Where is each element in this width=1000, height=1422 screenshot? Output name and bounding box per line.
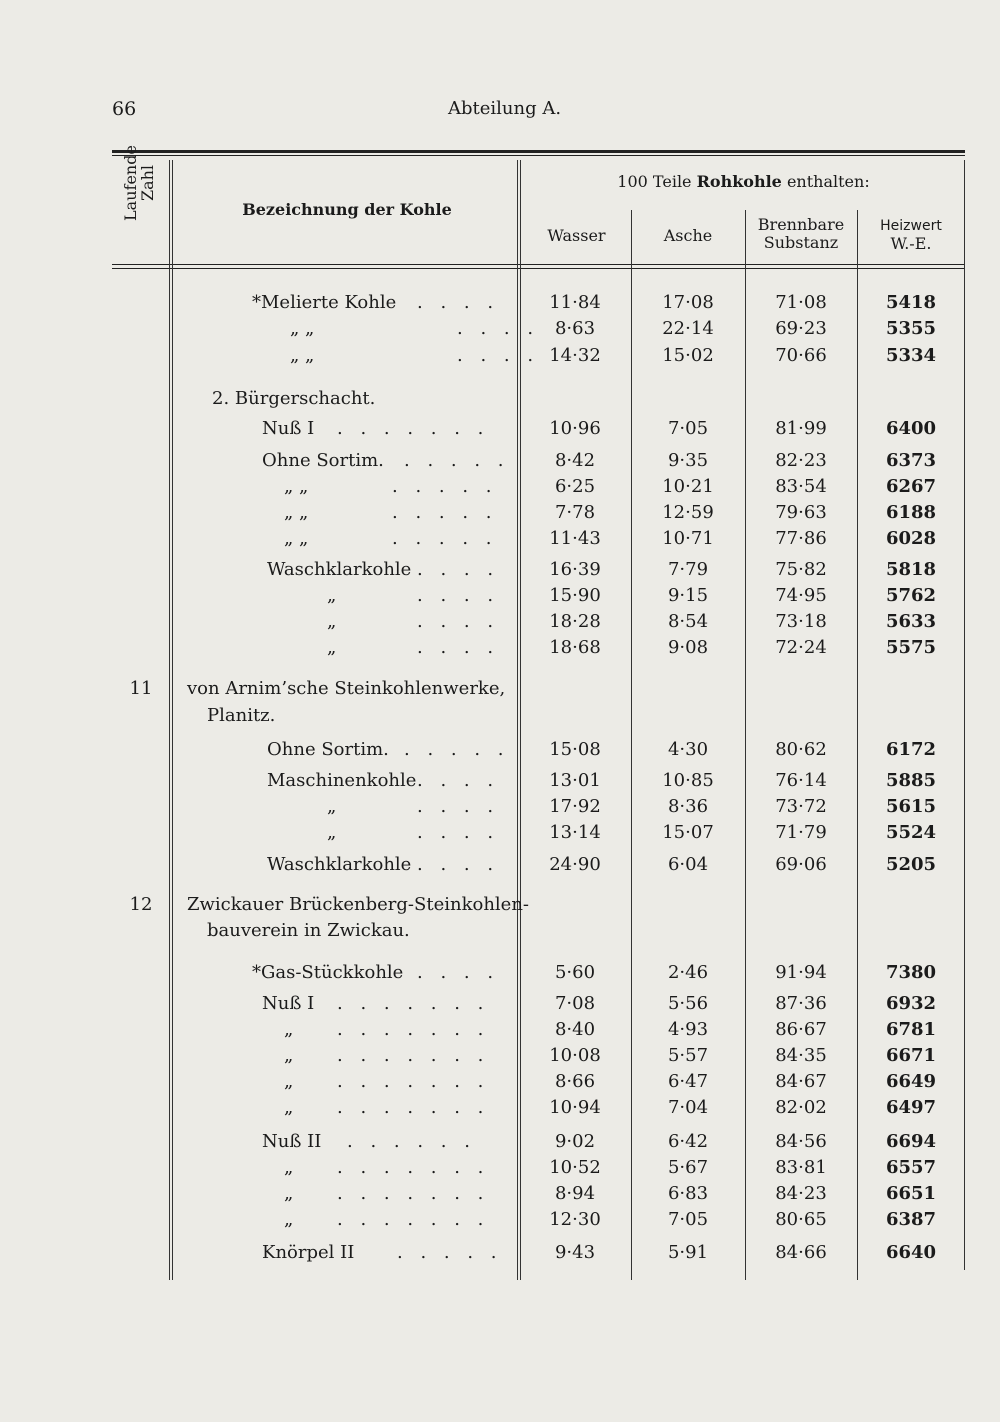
cell-asche: 10·21 bbox=[662, 476, 714, 497]
cell-laufende-zahl: 11 bbox=[129, 678, 153, 699]
cell-leader-dots: . . . . bbox=[417, 770, 500, 791]
cell-heizwert: 5818 bbox=[885, 559, 937, 580]
cell-asche: 8·36 bbox=[667, 796, 709, 817]
cell-brennbare: 80·65 bbox=[775, 1209, 827, 1230]
cell-bezeichnung: „ „ bbox=[284, 528, 309, 549]
cell-brennbare: 73·18 bbox=[775, 611, 827, 632]
table-row bbox=[112, 557, 965, 583]
cell-leader-dots: . . . . . bbox=[392, 476, 498, 497]
cell-heizwert: 7380 bbox=[885, 962, 937, 983]
cell-asche: 7·05 bbox=[667, 418, 709, 439]
header-heizwert-line1: Heizwert bbox=[880, 218, 942, 234]
header-group-bold: Rohkohle bbox=[696, 172, 782, 191]
cell-brennbare: 84·67 bbox=[775, 1071, 827, 1092]
cell-brennbare: 83·81 bbox=[775, 1157, 827, 1178]
cell-wasser: 16·39 bbox=[549, 559, 601, 580]
cell-bezeichnung: „ bbox=[327, 585, 337, 606]
cell-heizwert: 6781 bbox=[885, 1019, 937, 1040]
table-row bbox=[112, 500, 965, 526]
cell-brennbare: 71·08 bbox=[775, 292, 827, 313]
cell-brennbare: 91·94 bbox=[775, 962, 827, 983]
cell-asche: 6·04 bbox=[667, 854, 709, 875]
table-row bbox=[112, 991, 965, 1017]
table-row bbox=[112, 316, 965, 342]
table-row bbox=[112, 583, 965, 609]
cell-bezeichnung: *Melierte Kohle bbox=[252, 292, 397, 313]
table-row bbox=[112, 852, 965, 878]
cell-leader-dots: . . . . . bbox=[392, 502, 498, 523]
cell-asche: 4·93 bbox=[667, 1019, 709, 1040]
table-row bbox=[112, 1207, 965, 1233]
cell-leader-dots: . . . . . . . bbox=[337, 1019, 490, 1040]
cell-bezeichnung: Waschklarkohle bbox=[267, 854, 412, 875]
cell-heizwert: 6651 bbox=[885, 1183, 937, 1204]
cell-wasser: 18·68 bbox=[549, 637, 601, 658]
cell-wasser: 8·40 bbox=[554, 1019, 596, 1040]
table-row bbox=[112, 1017, 965, 1043]
cell-asche: 2·46 bbox=[667, 962, 709, 983]
cell-asche: 6·42 bbox=[667, 1131, 709, 1152]
cell-wasser: 10·96 bbox=[549, 418, 601, 439]
cell-bezeichnung: „ bbox=[284, 1071, 294, 1092]
cell-asche: 9·35 bbox=[667, 450, 709, 471]
cell-bezeichnung: Knörpel II bbox=[262, 1242, 355, 1263]
cell-heizwert: 6497 bbox=[885, 1097, 937, 1118]
cell-brennbare: 86·67 bbox=[775, 1019, 827, 1040]
table-row bbox=[112, 960, 965, 986]
cell-wasser: 8·42 bbox=[554, 450, 596, 471]
cell-asche: 5·91 bbox=[667, 1242, 709, 1263]
cell-wasser: 6·25 bbox=[554, 476, 596, 497]
cell-wasser: 8·66 bbox=[554, 1071, 596, 1092]
cell-asche: 5·56 bbox=[667, 993, 709, 1014]
cell-asche: 7·04 bbox=[667, 1097, 709, 1118]
cell-asche: 7·05 bbox=[667, 1209, 709, 1230]
running-head: Abteilung A. bbox=[448, 98, 562, 119]
header-bottom-rule-thin bbox=[112, 268, 965, 269]
table-row bbox=[112, 343, 965, 369]
cell-bezeichnung: „ bbox=[327, 637, 337, 658]
cell-asche: 17·08 bbox=[662, 292, 714, 313]
cell-heizwert: 6932 bbox=[885, 993, 937, 1014]
cell-wasser: 9·43 bbox=[554, 1242, 596, 1263]
cell-brennbare: 84·35 bbox=[775, 1045, 827, 1066]
cell-leader-dots: . . . . bbox=[417, 637, 500, 658]
cell-leader-dots: . . . . . . . bbox=[337, 993, 490, 1014]
cell-leader-dots: . . . . bbox=[457, 345, 540, 366]
header-bottom-rule bbox=[112, 264, 965, 265]
cell-asche: 6·83 bbox=[667, 1183, 709, 1204]
coal-table bbox=[112, 145, 965, 1280]
header-asche: Asche bbox=[663, 226, 713, 245]
table-row bbox=[112, 768, 965, 794]
cell-heizwert: 5418 bbox=[885, 292, 937, 313]
header-laufende-zahl: Laufende Zahl bbox=[121, 145, 157, 221]
table-row bbox=[112, 1240, 965, 1266]
cell-wasser: 13·01 bbox=[549, 770, 601, 791]
cell-brennbare: 84·56 bbox=[775, 1131, 827, 1152]
cell-bezeichnung: „ bbox=[284, 1097, 294, 1118]
cell-wasser: 24·90 bbox=[549, 854, 601, 875]
cell-brennbare: 82·02 bbox=[775, 1097, 827, 1118]
table-row bbox=[112, 448, 965, 474]
cell-brennbare: 82·23 bbox=[775, 450, 827, 471]
cell-bezeichnung: Ohne Sortim. bbox=[267, 739, 389, 760]
cell-asche: 9·08 bbox=[667, 637, 709, 658]
table-row bbox=[112, 1129, 965, 1155]
table-row bbox=[112, 635, 965, 661]
cell-heizwert: 6172 bbox=[885, 739, 937, 760]
cell-brennbare: 74·95 bbox=[775, 585, 827, 606]
cell-leader-dots: . . . . bbox=[417, 292, 500, 313]
table-row bbox=[112, 1155, 965, 1181]
cell-bezeichnung: Maschinenkohle bbox=[267, 770, 417, 791]
table-row bbox=[112, 1095, 965, 1121]
cell-leader-dots: . . . . bbox=[417, 822, 500, 843]
cell-brennbare: 69·06 bbox=[775, 854, 827, 875]
header-group-pre: 100 Teile bbox=[617, 172, 697, 191]
cell-asche: 10·71 bbox=[662, 528, 714, 549]
table-row bbox=[112, 1043, 965, 1069]
cell-asche: 8·54 bbox=[667, 611, 709, 632]
header-group-post: enthalten: bbox=[781, 172, 870, 191]
cell-brennbare: 84·23 bbox=[775, 1183, 827, 1204]
cell-wasser: 10·52 bbox=[549, 1157, 601, 1178]
cell-bezeichnung: „ bbox=[327, 611, 337, 632]
table-row bbox=[112, 794, 965, 820]
cell-leader-dots: . . . . bbox=[417, 854, 500, 875]
cell-heizwert: 6387 bbox=[885, 1209, 937, 1230]
header-brennbare-line1: Brennbare bbox=[757, 215, 845, 234]
cell-asche: 7·79 bbox=[667, 559, 709, 580]
cell-leader-dots: . . . . . . . bbox=[337, 418, 490, 439]
table-row bbox=[112, 290, 965, 316]
header-brennbare-line2: Substanz bbox=[763, 233, 839, 252]
table-row bbox=[112, 918, 965, 944]
cell-bezeichnung: bauverein in Zwickau. bbox=[207, 920, 410, 941]
cell-leader-dots: . . . . . . . bbox=[337, 1183, 490, 1204]
cell-bezeichnung: „ „ bbox=[284, 502, 309, 523]
table-row bbox=[112, 1069, 965, 1095]
cell-brennbare: 75·82 bbox=[775, 559, 827, 580]
cell-leader-dots: . . . . bbox=[417, 559, 500, 580]
cell-heizwert: 5205 bbox=[885, 854, 937, 875]
cell-heizwert: 5334 bbox=[885, 345, 937, 366]
cell-heizwert: 6671 bbox=[885, 1045, 937, 1066]
cell-bezeichnung: „ „ bbox=[290, 345, 315, 366]
header-wasser: Wasser bbox=[547, 226, 606, 245]
cell-bezeichnung: Zwickauer Brückenberg-Steinkohlen- bbox=[187, 894, 529, 915]
table-row bbox=[112, 820, 965, 846]
cell-bezeichnung: Planitz. bbox=[207, 705, 276, 726]
cell-wasser: 14·32 bbox=[549, 345, 601, 366]
cell-bezeichnung: „ bbox=[284, 1183, 294, 1204]
table-row bbox=[112, 676, 965, 702]
cell-wasser: 18·28 bbox=[549, 611, 601, 632]
cell-asche: 10·85 bbox=[662, 770, 714, 791]
cell-bezeichnung: „ bbox=[327, 796, 337, 817]
cell-wasser: 10·08 bbox=[549, 1045, 601, 1066]
header-brennbare bbox=[745, 216, 857, 252]
cell-wasser: 12·30 bbox=[549, 1209, 601, 1230]
cell-bezeichnung: von Arnim’sche Steinkohlenwerke, bbox=[187, 678, 506, 699]
cell-heizwert: 5524 bbox=[885, 822, 937, 843]
table-row bbox=[112, 892, 965, 918]
cell-brennbare: 73·72 bbox=[775, 796, 827, 817]
cell-brennbare: 87·36 bbox=[775, 993, 827, 1014]
table-top-rule-thin bbox=[112, 155, 965, 156]
cell-asche: 22·14 bbox=[662, 318, 714, 339]
cell-heizwert: 5885 bbox=[885, 770, 937, 791]
cell-brennbare: 69·23 bbox=[775, 318, 827, 339]
cell-wasser: 7·08 bbox=[554, 993, 596, 1014]
table-row bbox=[112, 416, 965, 442]
cell-brennbare: 70·66 bbox=[775, 345, 827, 366]
table-row bbox=[112, 1181, 965, 1207]
cell-wasser: 11·43 bbox=[549, 528, 601, 549]
table-row bbox=[112, 474, 965, 500]
cell-wasser: 15·90 bbox=[549, 585, 601, 606]
cell-bezeichnung: Nuß II bbox=[262, 1131, 322, 1152]
header-group bbox=[522, 172, 965, 192]
cell-bezeichnung: „ bbox=[284, 1157, 294, 1178]
cell-brennbare: 76·14 bbox=[775, 770, 827, 791]
cell-wasser: 5·60 bbox=[554, 962, 596, 983]
cell-wasser: 15·08 bbox=[549, 739, 601, 760]
cell-heizwert: 6400 bbox=[885, 418, 937, 439]
cell-leader-dots: . . . . bbox=[417, 796, 500, 817]
cell-brennbare: 77·86 bbox=[775, 528, 827, 549]
cell-leader-dots: . . . . . . . bbox=[337, 1157, 490, 1178]
cell-heizwert: 5575 bbox=[885, 637, 937, 658]
cell-leader-dots: . . . . . bbox=[404, 450, 510, 471]
cell-wasser: 17·92 bbox=[549, 796, 601, 817]
cell-heizwert: 5633 bbox=[885, 611, 937, 632]
cell-heizwert: 5355 bbox=[885, 318, 937, 339]
cell-heizwert: 5762 bbox=[885, 585, 937, 606]
cell-leader-dots: . . . . . . . bbox=[337, 1071, 490, 1092]
cell-bezeichnung: Ohne Sortim. bbox=[262, 450, 384, 471]
cell-heizwert: 6640 bbox=[885, 1242, 937, 1263]
cell-leader-dots: . . . . . bbox=[392, 528, 498, 549]
header-heizwert bbox=[857, 216, 965, 253]
cell-wasser: 8·63 bbox=[554, 318, 596, 339]
cell-wasser: 10·94 bbox=[549, 1097, 601, 1118]
cell-brennbare: 84·66 bbox=[775, 1242, 827, 1263]
cell-asche: 5·67 bbox=[667, 1157, 709, 1178]
cell-wasser: 13·14 bbox=[549, 822, 601, 843]
cell-heizwert: 6188 bbox=[885, 502, 937, 523]
page-number: 66 bbox=[112, 98, 137, 120]
cell-wasser: 11·84 bbox=[549, 292, 601, 313]
cell-asche: 4·30 bbox=[667, 739, 709, 760]
cell-bezeichnung: „ bbox=[284, 1209, 294, 1230]
cell-heizwert: 6557 bbox=[885, 1157, 937, 1178]
cell-bezeichnung: „ „ bbox=[290, 318, 315, 339]
cell-heizwert: 6694 bbox=[885, 1131, 937, 1152]
cell-heizwert: 5615 bbox=[885, 796, 937, 817]
cell-leader-dots: . . . . . bbox=[397, 1242, 503, 1263]
cell-wasser: 9·02 bbox=[554, 1131, 596, 1152]
cell-asche: 9·15 bbox=[667, 585, 709, 606]
cell-bezeichnung: „ „ bbox=[284, 476, 309, 497]
cell-brennbare: 80·62 bbox=[775, 739, 827, 760]
cell-bezeichnung: „ bbox=[284, 1045, 294, 1066]
cell-leader-dots: . . . . . bbox=[404, 739, 510, 760]
cell-brennbare: 83·54 bbox=[775, 476, 827, 497]
header-bezeichnung: Bezeichnung der Kohle bbox=[242, 200, 452, 219]
cell-bezeichnung: Nuß I bbox=[262, 418, 315, 439]
cell-heizwert: 6649 bbox=[885, 1071, 937, 1092]
table-top-rule bbox=[112, 150, 965, 153]
cell-leader-dots: . . . . . . . bbox=[337, 1097, 490, 1118]
cell-bezeichnung: „ bbox=[284, 1019, 294, 1040]
cell-leader-dots: . . . . bbox=[417, 962, 500, 983]
cell-wasser: 7·78 bbox=[554, 502, 596, 523]
cell-laufende-zahl: 12 bbox=[129, 894, 153, 915]
table-row bbox=[112, 737, 965, 763]
cell-wasser: 8·94 bbox=[554, 1183, 596, 1204]
cell-bezeichnung: „ bbox=[327, 822, 337, 843]
cell-heizwert: 6267 bbox=[885, 476, 937, 497]
cell-brennbare: 79·63 bbox=[775, 502, 827, 523]
cell-asche: 15·02 bbox=[662, 345, 714, 366]
cell-leader-dots: . . . . bbox=[457, 318, 540, 339]
table-row bbox=[112, 526, 965, 552]
cell-heizwert: 6028 bbox=[885, 528, 937, 549]
header-heizwert-line2: W.-E. bbox=[890, 234, 932, 253]
table-row bbox=[112, 386, 965, 412]
cell-brennbare: 81·99 bbox=[775, 418, 827, 439]
cell-bezeichnung: *Gas-Stückkohle bbox=[252, 962, 404, 983]
cell-bezeichnung: Waschklarkohle bbox=[267, 559, 412, 580]
cell-asche: 5·57 bbox=[667, 1045, 709, 1066]
cell-bezeichnung: 2. Bürgerschacht. bbox=[212, 388, 376, 409]
cell-leader-dots: . . . . . . bbox=[347, 1131, 476, 1152]
cell-asche: 6·47 bbox=[667, 1071, 709, 1092]
cell-heizwert: 6373 bbox=[885, 450, 937, 471]
cell-leader-dots: . . . . bbox=[417, 585, 500, 606]
table-row bbox=[112, 609, 965, 635]
cell-bezeichnung: Nuß I bbox=[262, 993, 315, 1014]
cell-asche: 12·59 bbox=[662, 502, 714, 523]
cell-asche: 15·07 bbox=[662, 822, 714, 843]
table-row bbox=[112, 703, 965, 729]
cell-leader-dots: . . . . bbox=[417, 611, 500, 632]
cell-leader-dots: . . . . . . . bbox=[337, 1209, 490, 1230]
cell-brennbare: 71·79 bbox=[775, 822, 827, 843]
cell-brennbare: 72·24 bbox=[775, 637, 827, 658]
cell-leader-dots: . . . . . . . bbox=[337, 1045, 490, 1066]
